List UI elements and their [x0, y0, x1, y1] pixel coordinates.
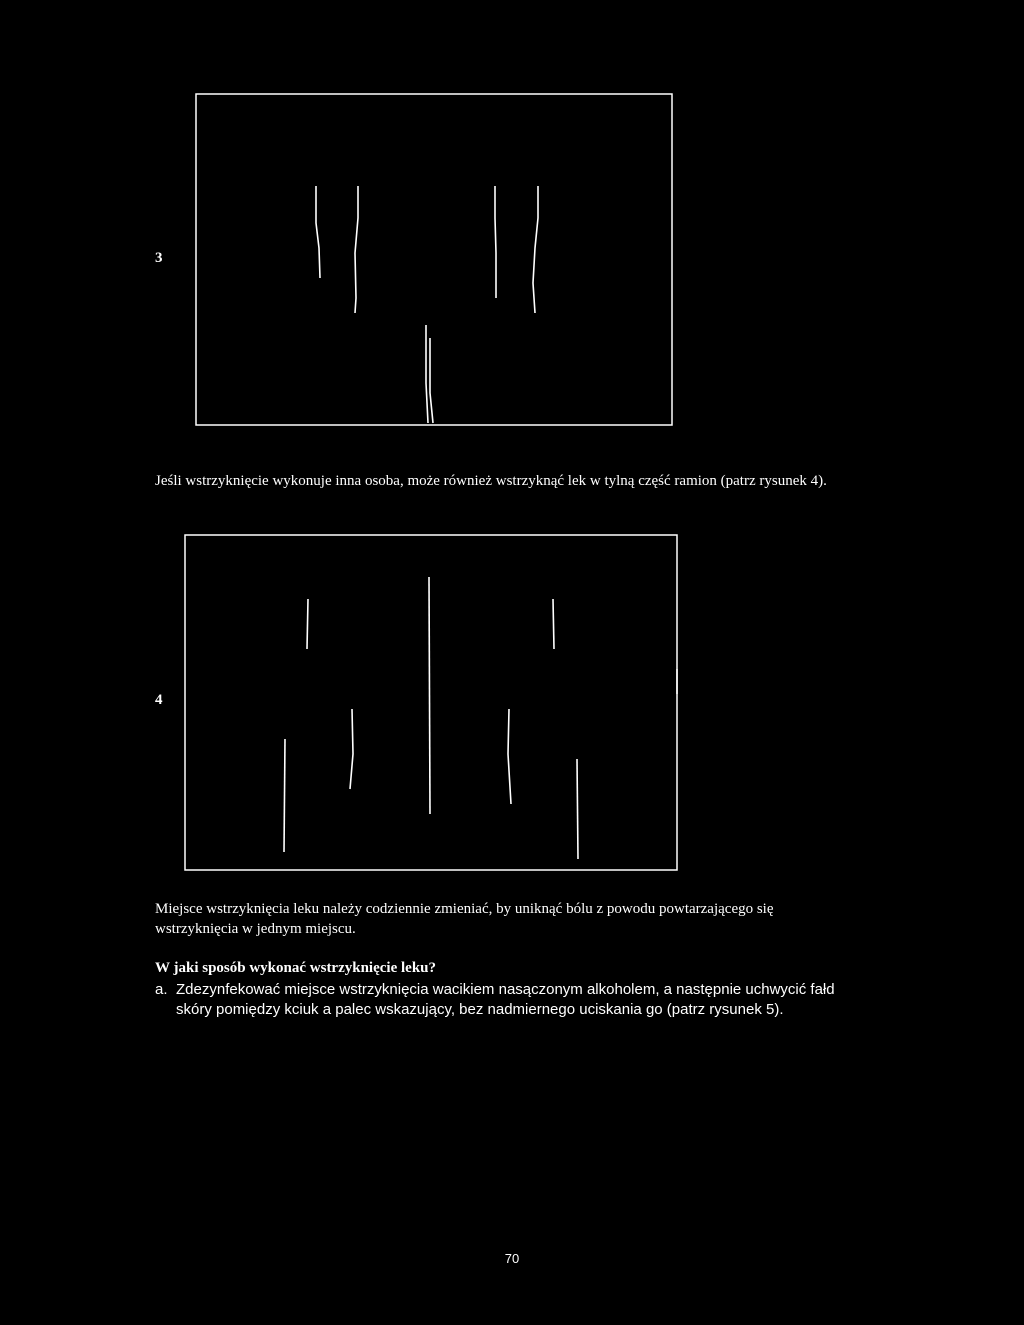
figure-4-illustration [184, 534, 679, 874]
step-a [155, 980, 855, 1020]
figure-3-illustration [195, 93, 675, 428]
paragraph-back-of-arms: Jeśli wstrzyknięcie wykonuje inna osoba, może również wstrzyknąć lek w tylną część ramion (patrz rysunek 4). [155, 473, 827, 489]
paragraph-rotate-site: Miejsce wstrzyknięcia leku należy codziennie zmieniać, by uniknąć bólu z powodu powtarzającego się wstrzyknięcia w jednym miejscu. [155, 901, 774, 937]
page-number: 70 [504, 1251, 520, 1266]
figure-3-label: 3 [155, 250, 163, 266]
figure-3 [195, 93, 675, 428]
section-heading: W jaki sposób wykonać wstrzyknięcie leku? [155, 960, 437, 976]
figure-4-label: 4 [155, 692, 163, 708]
figure-4 [184, 534, 679, 874]
step-a-text: Zdezynfekować miejsce wstrzyknięcia wacikiem nasączonym alkoholem, a następnie uchwycić fałd skóry pomiędzy kciuk a palec wskazujący, bez nadmiernego uciskania go (patrz rysunek 5). [176, 981, 835, 1018]
step-a-marker: a. [155, 981, 168, 998]
